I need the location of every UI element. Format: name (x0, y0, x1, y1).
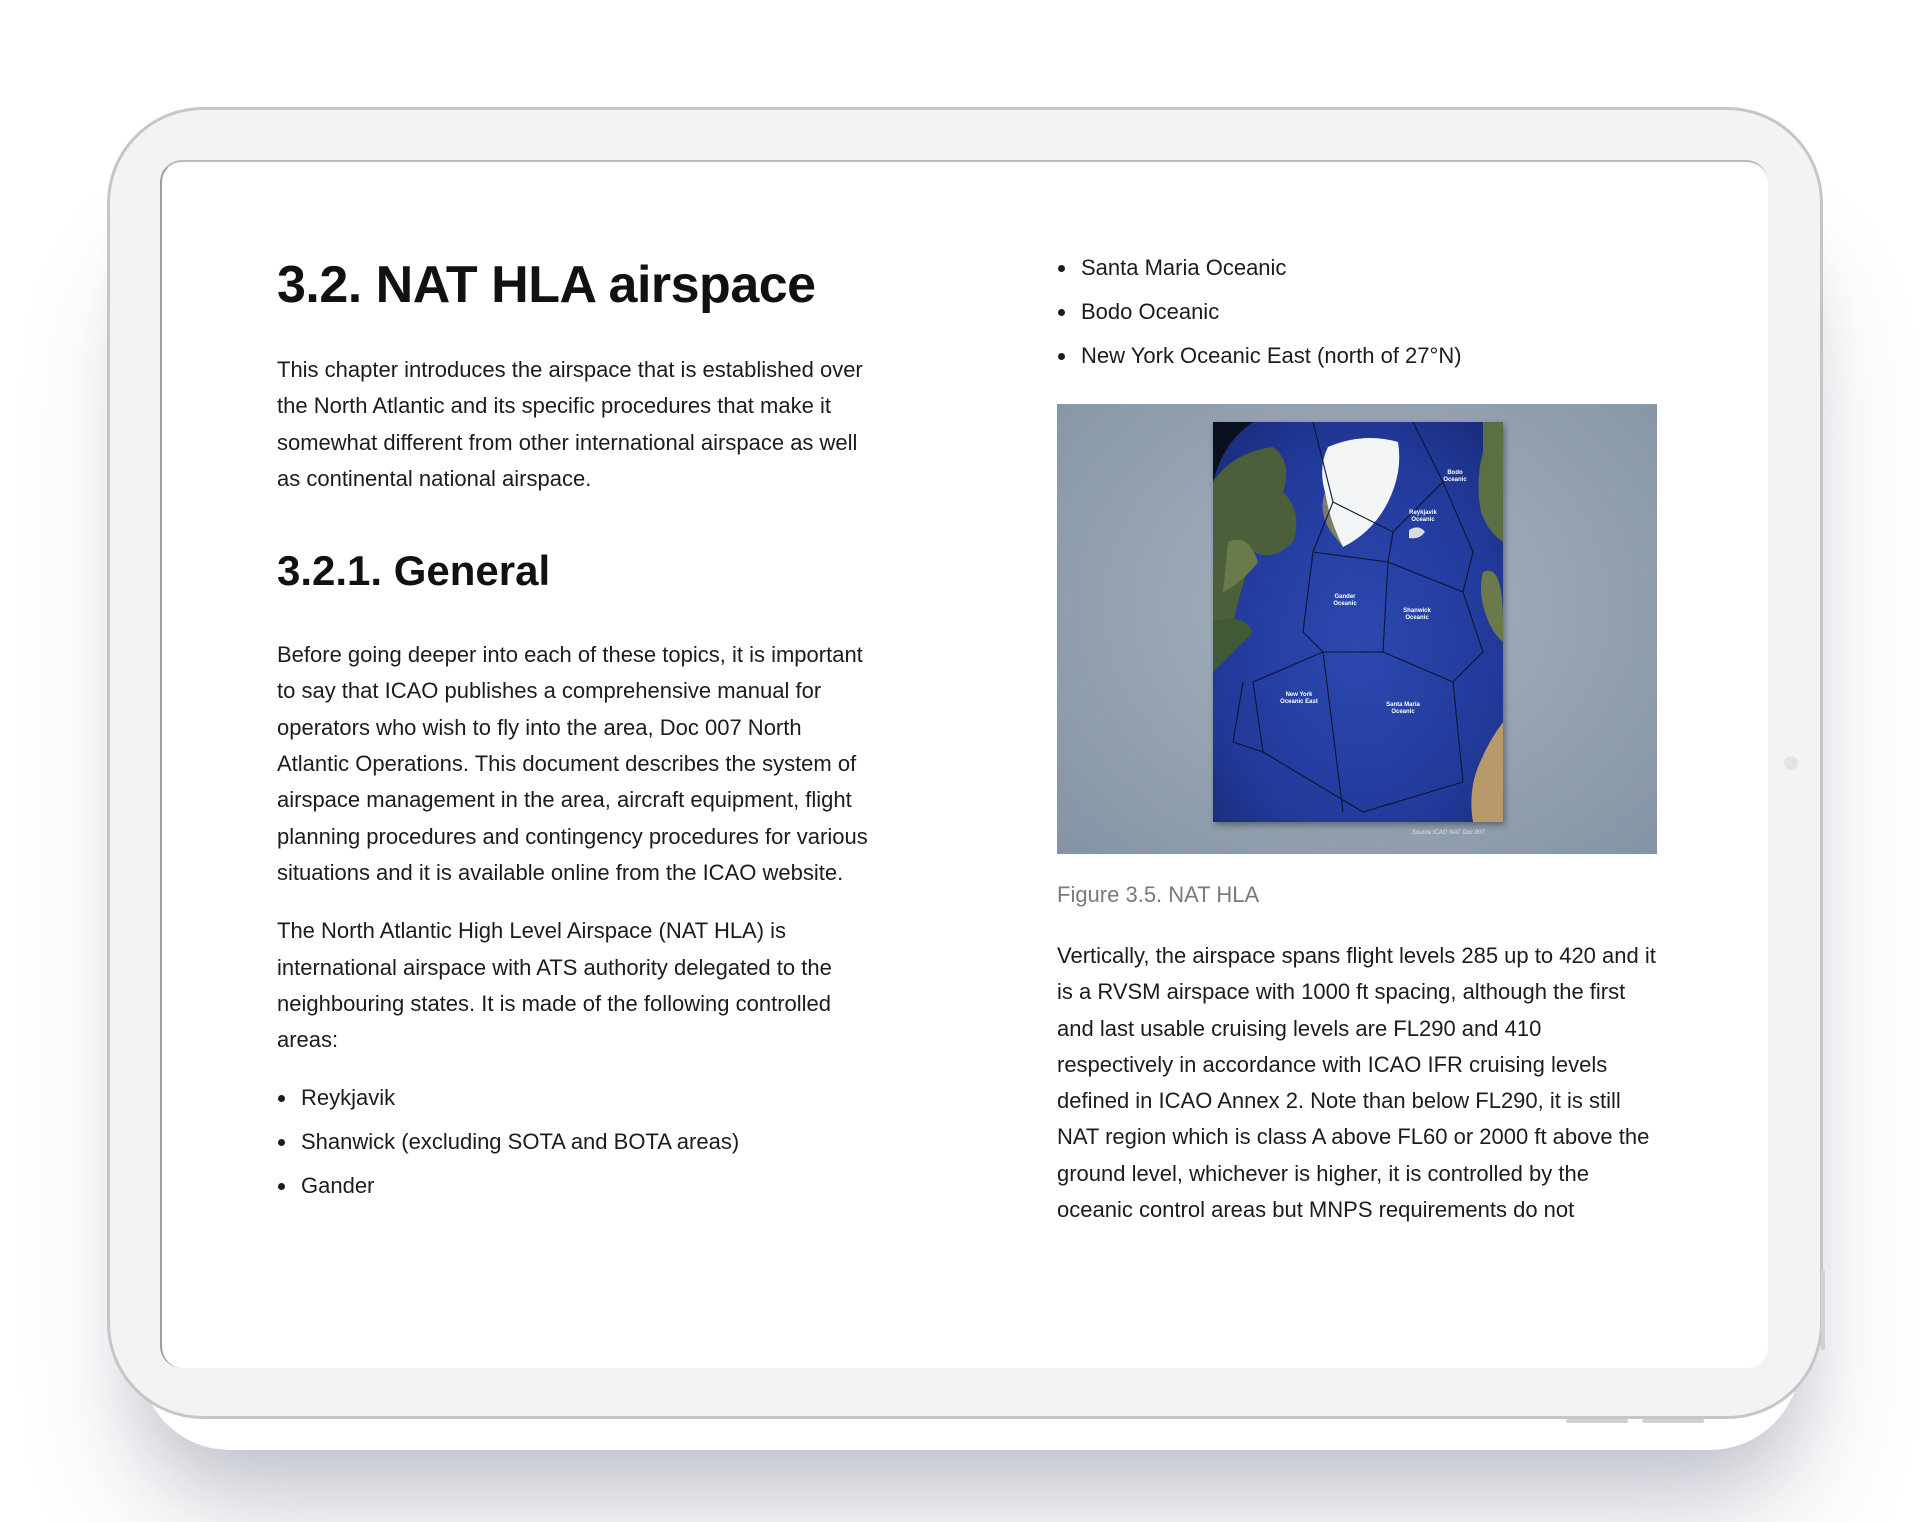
nat-hla-figure[interactable] (1057, 404, 1657, 854)
section-heading: 3.2.1. General (277, 547, 551, 595)
list-item: Bodo Oceanic (1057, 290, 1662, 334)
volume-button-2 (1642, 1419, 1704, 1423)
list-item: Santa Maria Oceanic (1057, 246, 1662, 290)
tablet-screen[interactable] (160, 160, 1768, 1368)
general-paragraph: Before going deeper into each of these topics, it is important to say that ICAO publishes a comprehensive manual for operators who wish to fly into the area, Doc 007 North Atlantic Operations. This document describes the system of airspace management in the area, aircraft equipment, flight planning procedures and contingency procedures for various situations and it is available online from the ICAO website. (277, 642, 868, 885)
map-label-reykjavik: Reykjavik Oceanic (1409, 510, 1437, 523)
figure-caption: Figure 3.5. NAT HLA (1057, 882, 1260, 907)
list-item: Shanwick (excluding SOTA and BOTA areas) (277, 1120, 877, 1164)
controlled-areas-list-continued (1057, 246, 1662, 378)
map-label-new-york: New York Oceanic East (1280, 692, 1318, 705)
map-label-bodo: Bodo Oceanic (1443, 470, 1467, 483)
list-item: Gander (277, 1164, 877, 1208)
right-column (1057, 246, 1662, 1228)
side-button (1821, 1270, 1825, 1350)
map-source-credit: Source ICAO NAT Doc 007 (1412, 830, 1485, 836)
list-item: Reykjavik (277, 1076, 877, 1120)
map-label-shanwick: Shanwick Oceanic (1403, 608, 1431, 621)
left-column (277, 252, 877, 1208)
nat-hla-map-image (1213, 422, 1503, 822)
controlled-areas-list (277, 1076, 877, 1208)
intro-paragraph: This chapter introduces the airspace that is established over the North Atlantic and its specific procedures that make it somewhat different from other international airspace as well as continental national airspace. (277, 357, 863, 491)
map-label-gander: Gander Oceanic (1333, 594, 1357, 607)
list-item: New York Oceanic East (north of 27°N) (1057, 334, 1662, 378)
volume-button (1566, 1419, 1628, 1423)
vertical-limits-paragraph: Vertically, the airspace spans flight levels 285 up to 420 and it is a RVSM airspace with 1000 ft spacing, although the first and last usable cruising levels are FL290 and 410 respectively in accordance with ICAO IFR cruising levels defined in ICAO Annex 2. Note than below FL290, it is still NAT region which is class A above FL60 or 2000 ft above the ground level, whichever is higher, it is controlled by the oceanic control areas but MNPS requirements do not (1057, 943, 1656, 1223)
camera-icon (1784, 756, 1798, 770)
map-label-santa-maria: Santa Maria Oceanic (1386, 702, 1420, 715)
page-title: 3.2. NAT HLA airspace (277, 256, 816, 314)
nat-hla-paragraph: The North Atlantic High Level Airspace (NAT HLA) is international airspace with ATS authority delegated to the neighbouring states. It is made of the following controlled areas: (277, 918, 832, 1053)
